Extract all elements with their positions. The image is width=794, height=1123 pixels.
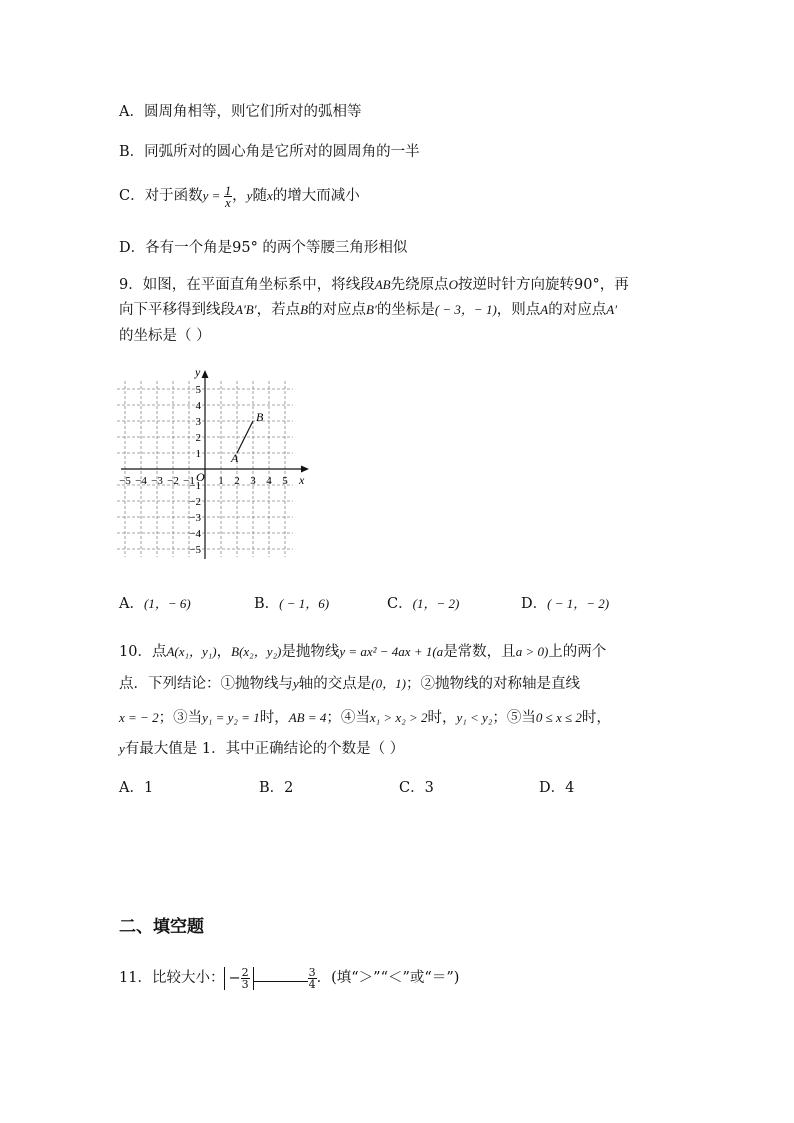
q8-c-math-x: x: [266, 188, 273, 203]
y-tick-label: −2: [189, 496, 201, 508]
q10-l3-m1: x = − 2: [119, 710, 159, 725]
y-axis-label: y: [195, 365, 201, 379]
coordinate-graph: [115, 364, 315, 564]
q9-l1-b: 先绕原点: [390, 277, 449, 293]
q10-l1-a: 10．点: [119, 644, 167, 660]
q8-c-fraction: [224, 182, 233, 210]
q10-l4-a: 有最大值是 1．其中正确结论的个数是（ ）: [124, 741, 405, 757]
q11-abs-sign: −: [228, 970, 241, 986]
q8-c-prefix: C．对于函数: [119, 188, 203, 204]
y-tick-label: −1: [189, 480, 201, 492]
q8-c-suffix: 的增大而减小: [272, 188, 360, 204]
x-tick-label: −2: [167, 475, 179, 487]
q10-l2-c: ；②抛物线的对称轴是直线: [405, 676, 580, 692]
x-tick-label: 1: [218, 475, 224, 487]
q9-option-c-value: (1，− 2): [412, 596, 460, 611]
x-tick-label: −4: [135, 475, 147, 487]
q10-l1-m1: A(x₁，y₁): [166, 644, 217, 659]
q10-option-b: B．2: [259, 780, 294, 796]
origin-label: O: [196, 470, 205, 484]
q9-l1-ab: AB: [374, 277, 391, 292]
x-tick-label: 3: [250, 475, 256, 487]
x-tick-label: −3: [151, 475, 163, 487]
q10-l1-m2: B(x₂，y₂): [231, 644, 282, 659]
q11-stem: [119, 966, 459, 990]
q10-option-a: A．1: [119, 780, 154, 796]
q11-frac1-num: 2: [241, 965, 249, 979]
x-tick-label: 4: [266, 475, 272, 487]
q9-option-c-label: C．: [387, 596, 413, 612]
q9-option-d: [521, 592, 609, 613]
x-tick-label: 2: [234, 475, 240, 487]
q10-l3-m5: y₁ < y₂: [456, 710, 493, 725]
q11-prefix: 11．比较大小：: [119, 970, 225, 986]
q9-l2-a: 向下平移得到线段: [119, 302, 235, 318]
y-tick-label: −5: [189, 544, 201, 556]
q8-c-frac-num: 1: [224, 182, 232, 198]
q9-stem-line2: [119, 298, 617, 319]
q11-frac1: [241, 967, 250, 990]
point-b-label: B: [256, 410, 264, 424]
q11-frac1-den: 3: [241, 977, 249, 991]
x-axis-label: x: [299, 473, 305, 487]
q9-option-b-value: ( − 1，6): [279, 596, 330, 611]
q11-absolute-value: [224, 967, 253, 990]
q8-option-c: [119, 184, 360, 208]
q9-l2-b: ，若点: [256, 302, 301, 318]
q10-l1-m3: y = ax² − 4ax + 1(a: [339, 644, 444, 659]
q9-l2-Bp: B′: [366, 302, 377, 317]
x-axis-arrow: [301, 466, 309, 473]
q10-l3-d: 时，: [427, 710, 457, 726]
q10-l1-d: 是常数，且: [443, 644, 516, 660]
q8-c-math-y2: y: [246, 188, 253, 203]
q10-l3-c: ；④当: [326, 710, 370, 726]
q10-l1-e: 上的两个: [548, 644, 607, 660]
x-tick-label: 5: [282, 475, 288, 487]
q9-l2-f: 的对应点: [548, 302, 607, 318]
x-tick-label: −5: [119, 475, 131, 487]
q10-option-c: C．3: [399, 780, 434, 796]
q10-stem-line2: [119, 672, 580, 693]
q11-frac2-den: 4: [308, 977, 316, 991]
q10-l1-c: 是抛物线: [281, 644, 340, 660]
q9-option-a-value: (1，− 6): [143, 596, 191, 611]
q9-l2-A: A: [540, 302, 549, 317]
q9-option-d-label: D．: [521, 596, 548, 612]
q8-c-mid: 随: [252, 188, 267, 204]
q8-option-d: D．各有一个角是95° 的两个等腰三角形相似: [119, 240, 408, 256]
q10-l1-b: ，: [216, 644, 232, 660]
y-axis-arrow: [202, 370, 209, 378]
q10-l2-m1: y: [293, 676, 299, 691]
q10-l1-m4: a > 0): [515, 644, 549, 659]
q9-l2-Ap: A′: [606, 302, 618, 317]
q8-c-frac-den: x: [225, 194, 231, 210]
q9-l2-apbp: A′B′: [235, 302, 257, 317]
q10-stem-line4: [119, 737, 404, 758]
y-tick-label: −4: [189, 528, 201, 540]
q10-option-d: D．4: [539, 780, 575, 796]
q9-l2-c: 的对应点: [308, 302, 367, 318]
q9-option-d-value: ( − 1，− 2): [547, 596, 610, 611]
q9-stem-line3: 的坐标是（ ）: [119, 328, 211, 344]
q9-l1-a: 9．如图，在平面直角坐标系中，将线段: [119, 277, 375, 293]
q10-l2-m2: (0，1): [371, 676, 406, 691]
q10-l3-b: 时，: [259, 710, 289, 726]
section-heading-fill-blank: 二、填空题: [119, 917, 204, 937]
y-tick-label: 1: [195, 448, 201, 460]
q9-l2-e: ，则点: [496, 302, 541, 318]
y-tick-label: 3: [195, 416, 201, 428]
q9-option-a-label: A．: [119, 596, 144, 612]
q8-option-b: B．同弧所对的圆心角是它所对的圆周角的一半: [119, 144, 420, 160]
q9-l2-coord: ( − 3，− 1): [434, 302, 497, 317]
q9-l1-c: 按逆时针方向旋转90°，再: [458, 277, 629, 293]
q9-option-a: [119, 592, 191, 613]
q8-c-math-y: y =: [202, 188, 224, 203]
x-tick-label: −1: [183, 475, 195, 487]
q10-l3-m6: 0 ≤ x ≤ 2: [535, 710, 582, 725]
q10-l3-m4: x₁ > x₂ > 2: [369, 710, 428, 725]
y-tick-label: 2: [195, 432, 201, 444]
y-tick-label: 4: [195, 400, 201, 412]
q9-l1-o: O: [448, 277, 459, 292]
y-tick-label: −3: [189, 512, 201, 524]
q10-l4-m1: y: [119, 741, 125, 756]
q10-l3-f: 时，: [581, 710, 611, 726]
q10-stem-line3: [119, 706, 611, 727]
q9-option-b: [254, 592, 329, 613]
q11-answer-blank[interactable]: [254, 967, 308, 982]
q10-l2-b: 轴的交点是: [298, 676, 372, 692]
q10-l3-m3: AB = 4: [288, 710, 327, 725]
q11-frac2-num: 3: [308, 965, 316, 979]
q9-option-c: [387, 592, 459, 613]
q9-stem-line1: [119, 273, 629, 294]
point-a-label: A: [231, 451, 239, 465]
q8-c-sep: ，: [232, 188, 247, 204]
q10-l3-m2: y₁ = y₂ = 1: [202, 710, 260, 725]
q8-option-a: A．圆周角相等，则它们所对的弧相等: [119, 104, 362, 120]
q11-frac2: [308, 967, 317, 990]
q9-option-b-label: B．: [254, 596, 280, 612]
q11-suffix: ．(填“＞”“＜”或“＝”): [316, 970, 460, 986]
q10-l3-e: ；⑤当: [492, 710, 536, 726]
y-tick-label: 5: [195, 384, 201, 396]
q10-l2-a: 点．下列结论：①抛物线与: [119, 676, 293, 692]
q9-l2-d: 的坐标是: [376, 302, 435, 318]
q10-l3-a: ；③当: [158, 710, 203, 726]
q9-l2-B: B: [300, 302, 309, 317]
q10-stem-line1: [119, 640, 606, 661]
